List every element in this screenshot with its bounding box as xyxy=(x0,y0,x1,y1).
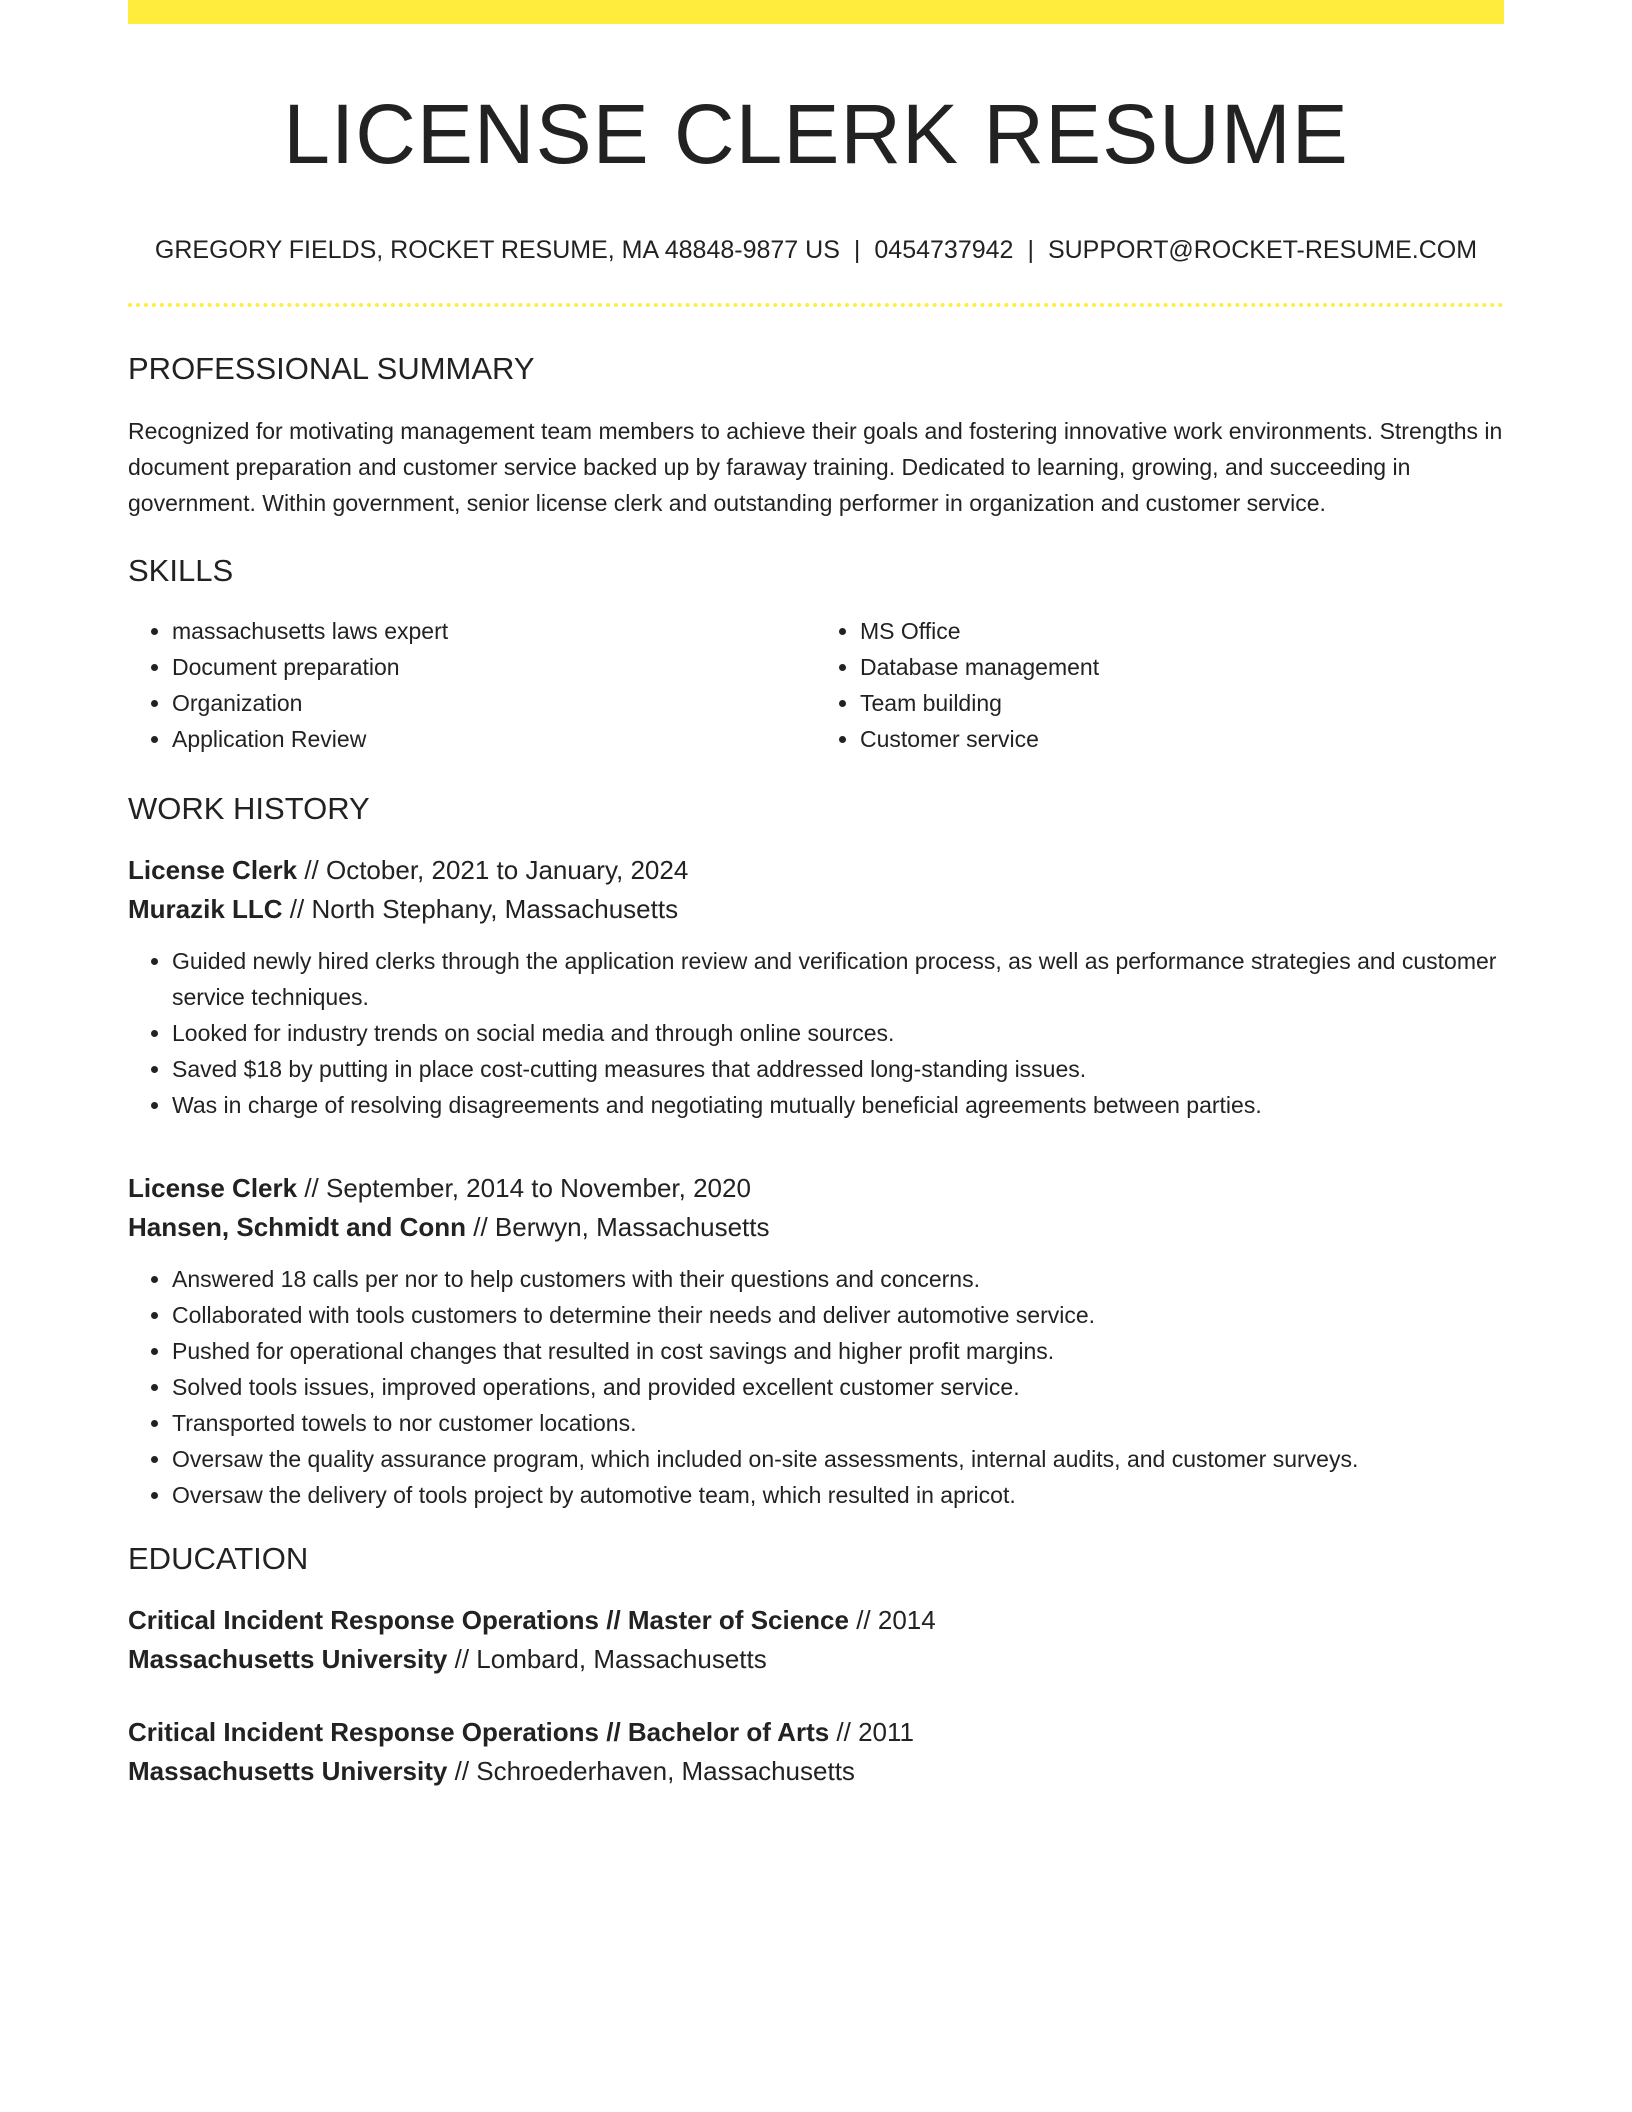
job-title: License Clerk xyxy=(128,854,298,885)
job-location: // North Stephany, Massachusetts xyxy=(282,893,679,924)
duty-item: • Guided newly hired clerks through the application review and verification process, as well as performance strategies and customer service techniques. xyxy=(172,943,1504,1015)
resume-content xyxy=(128,24,1504,1791)
job-company-line xyxy=(128,1208,1504,1247)
skills-column-right xyxy=(816,613,1504,757)
school-line xyxy=(128,1752,1504,1791)
skill-item: • Database management xyxy=(860,649,1504,685)
duty-item: • Oversaw the delivery of tools project by automotive team, which resulted in apricot. xyxy=(172,1477,1504,1513)
dotted-divider xyxy=(128,303,1504,307)
work-history-heading: WORK HISTORY xyxy=(128,790,370,826)
job-location: // Berwyn, Massachusetts xyxy=(466,1211,770,1242)
degree-year: // 2011 xyxy=(829,1716,914,1747)
job-duties xyxy=(128,1261,1504,1513)
job-dates: // September, 2014 to November, 2020 xyxy=(297,1172,751,1203)
job-company: Murazik LLC xyxy=(128,893,283,924)
contact-line xyxy=(128,233,1504,267)
degree: Critical Incident Response Operations // Bachelor of Arts xyxy=(128,1716,830,1747)
duty-item: • Solved tools issues, improved operations, and provided excellent customer service. xyxy=(172,1369,1504,1405)
skill-item: • MS Office xyxy=(860,613,1504,649)
education-entry xyxy=(128,1713,1504,1791)
contact-email: SUPPORT@ROCKET-RESUME.COM xyxy=(1047,235,1478,264)
degree-year: // 2014 xyxy=(848,1604,936,1635)
job-entry xyxy=(128,1169,1504,1247)
contact-separator: | xyxy=(1027,235,1034,264)
degree: Critical Incident Response Operations // Master of Science xyxy=(128,1604,849,1635)
duty-item: • Was in charge of resolving disagreements and negotiating mutually beneficial agreements between parties. xyxy=(172,1087,1504,1123)
top-accent-bar xyxy=(128,0,1504,24)
school: Massachusetts University xyxy=(128,1643,448,1674)
job-dates: // October, 2021 to January, 2024 xyxy=(297,854,689,885)
skill-item: • Application Review xyxy=(172,721,816,757)
summary-heading: PROFESSIONAL SUMMARY xyxy=(128,350,535,386)
skill-item: • massachusetts laws expert xyxy=(172,613,816,649)
duty-item: • Oversaw the quality assurance program, which included on-site assessments, internal audits, and customer surveys. xyxy=(172,1441,1504,1477)
job-title: License Clerk xyxy=(128,1172,298,1203)
skill-item: • Document preparation xyxy=(172,649,816,685)
job-title-line xyxy=(128,851,1504,890)
contact-separator: | xyxy=(853,235,861,264)
job-entry xyxy=(128,851,1504,929)
skills-list xyxy=(128,613,1504,757)
skill-item: • Customer service xyxy=(860,721,1504,757)
skills-heading: SKILLS xyxy=(128,552,234,588)
school-location: // Schroederhaven, Massachusetts xyxy=(447,1755,855,1786)
duty-item: • Collaborated with tools customers to determine their needs and deliver automotive service. xyxy=(172,1297,1504,1333)
duty-item: • Looked for industry trends on social media and through online sources. xyxy=(172,1015,1504,1051)
job-duties xyxy=(128,943,1504,1123)
contact-phone: 0454737942 xyxy=(874,235,1014,264)
skill-item: • Organization xyxy=(172,685,816,721)
skill-item: • Team building xyxy=(860,685,1504,721)
education-entry xyxy=(128,1601,1504,1679)
school-line xyxy=(128,1640,1504,1679)
duty-item: • Transported towels to nor customer locations. xyxy=(172,1405,1504,1441)
resume-title: LICENSE CLERK RESUME xyxy=(283,87,1349,181)
job-company: Hansen, Schmidt and Conn xyxy=(128,1211,467,1242)
skills-column-left xyxy=(128,613,816,757)
duty-item: • Pushed for operational changes that resulted in cost savings and higher profit margins. xyxy=(172,1333,1504,1369)
education-heading: EDUCATION xyxy=(128,1540,309,1576)
degree-line xyxy=(128,1713,1504,1752)
summary-text: Recognized for motivating management team members to achieve their goals and fostering innovative work environments. Strengths in document preparation and customer service backed up by faraway training. Dedicated to learning, growing, and succeeding in government. Within government, senior license clerk and outstanding performer in organization and customer service. xyxy=(128,417,1503,516)
job-company-line xyxy=(128,890,1504,929)
degree-line xyxy=(128,1601,1504,1640)
contact-address: GREGORY FIELDS, ROCKET RESUME, MA 48848-9877 US xyxy=(154,235,840,264)
school: Massachusetts University xyxy=(128,1755,448,1786)
duty-item: • Saved $18 by putting in place cost-cutting measures that addressed long-standing issues. xyxy=(172,1051,1504,1087)
duty-item: • Answered 18 calls per nor to help customers with their questions and concerns. xyxy=(172,1261,1504,1297)
school-location: // Lombard, Massachusetts xyxy=(447,1643,767,1674)
job-title-line xyxy=(128,1169,1504,1208)
